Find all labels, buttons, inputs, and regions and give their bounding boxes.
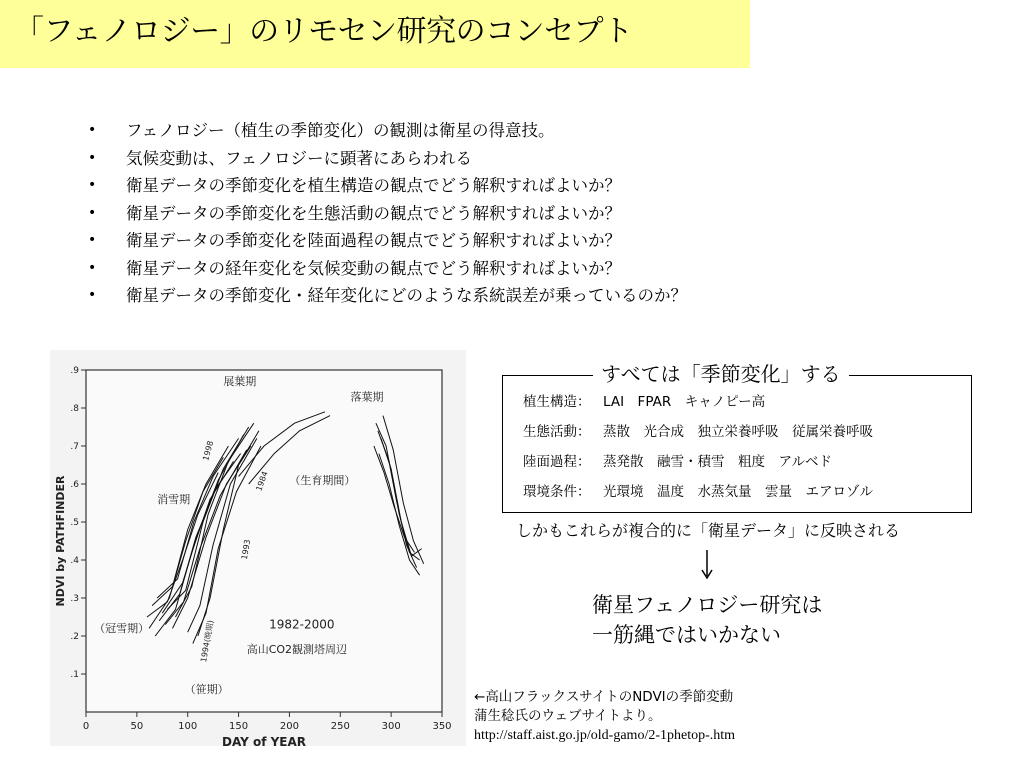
bullet-item	[88, 117, 687, 145]
bullet-marker: •	[88, 259, 97, 276]
box-row-label: 生態活動：	[523, 424, 591, 440]
annotation-snowmelt: 消雪期	[157, 493, 191, 506]
down-arrow-icon	[700, 550, 714, 580]
bullet-marker: •	[88, 122, 97, 138]
x-tick-label: 100	[178, 721, 198, 732]
box-title: すべては「季節変化」する	[593, 359, 849, 389]
annotation-period: 1982-2000	[269, 617, 335, 632]
bullet-list	[88, 117, 687, 310]
box-row-environment	[523, 482, 873, 502]
box-row-label: 陸面過程：	[523, 454, 591, 470]
box-row-vegetation-structure	[523, 392, 765, 412]
seasonal-change-box	[502, 362, 972, 513]
bullet-marker: •	[88, 232, 97, 248]
box-row-items: 光環境 温度 水蒸気量 雲量 エアロゾル	[603, 484, 873, 500]
x-tick-label: 50	[130, 721, 144, 732]
box-row-items: LAI FPAR キャノピー高	[603, 394, 766, 410]
composite-note: しかもこれらが複合的に「衛星データ」に反映される	[516, 521, 901, 540]
y-tick-label: .2	[70, 632, 79, 642]
bullet-text: フェノロジー（植生の季節変化）の観測は衛星の得意技。	[126, 121, 555, 140]
y-tick-label: .4	[70, 556, 79, 566]
bullet-marker: •	[88, 149, 97, 166]
y-axis-label: NDVI by PATHFINDER	[54, 475, 67, 607]
bullet-item	[88, 255, 687, 283]
slide-title: 「フェノロジー」のリモセン研究のコンセプト	[14, 14, 633, 49]
annotation-fall: 落葉期	[350, 390, 384, 404]
y-tick-label: .8	[70, 404, 79, 414]
bullet-text: 衛星データの経年変化を気候変動の観点でどう解釈すればよいか？	[126, 258, 621, 278]
box-row-items: 蒸散 光合成 独立栄養呼吸 従属栄養呼吸	[603, 424, 873, 440]
annotation-year-late: 1994(晩期)	[199, 619, 216, 663]
box-row-items: 蒸発散 融雪・積雪 粗度 アルベド	[603, 454, 832, 470]
ndvi-chart	[50, 350, 466, 746]
bullet-marker: •	[88, 177, 97, 193]
y-tick-label: .7	[70, 442, 79, 452]
source-url: http://staff.aist.go.jp/old-gamo/2-1phetop-.htm	[474, 728, 736, 743]
box-row-land-surface-process	[523, 452, 832, 472]
y-tick-label: .9	[70, 366, 79, 376]
x-tick-label: 150	[229, 721, 249, 732]
bullet-item	[88, 145, 687, 173]
bullet-item	[88, 200, 687, 228]
bullet-marker: •	[88, 287, 97, 303]
annotation-growing: （生育期間）	[289, 474, 356, 487]
x-tick-label: 200	[279, 721, 299, 732]
annotation-bamboo: （笹期）	[184, 683, 229, 696]
conclusion	[592, 590, 822, 650]
x-tick-label: 300	[381, 721, 401, 732]
box-row-label: 植生構造：	[523, 394, 591, 410]
annotation-expand: 展葉期	[223, 375, 257, 389]
source-line: 蒲生稔氏のウェブサイトより。	[474, 708, 662, 724]
plot-frame	[86, 370, 442, 712]
x-tick-label: 350	[432, 721, 452, 732]
y-tick-label: .6	[70, 480, 79, 490]
bullet-item	[88, 282, 687, 310]
bullet-text: 気候変動は、フェノロジーに顕著にあらわれる	[126, 148, 473, 168]
x-tick-label: 0	[82, 721, 90, 732]
bullet-text: 衛星データの季節変化を陸面過程の観点でどう解釈すればよいか？	[126, 231, 621, 250]
ndvi-chart-svg	[50, 350, 466, 746]
conclusion-line: 衛星フェノロジー研究は	[592, 593, 823, 617]
bullet-item	[88, 172, 687, 200]
box-row-label: 環境条件：	[523, 484, 591, 500]
conclusion-line: 一筋縄ではいかない	[592, 623, 781, 647]
y-tick-label: .1	[70, 670, 79, 680]
bullet-item	[88, 227, 687, 255]
source-line: ←高山フラックスサイトのNDVIの季節変動	[474, 689, 734, 705]
bullet-marker: •	[88, 204, 97, 221]
annotation-year-1984: 1984	[254, 470, 270, 493]
bullet-text: 衛星データの季節変化を植生構造の観点でどう解釈すればよいか？	[126, 176, 621, 195]
y-tick-label: .5	[70, 518, 79, 528]
annotation-year-1998: 1998	[201, 439, 216, 462]
box-row-ecological-activity	[523, 422, 873, 442]
x-tick-label: 250	[330, 721, 350, 732]
bullet-text: 衛星データの季節変化・経年変化にどのような系統誤差が乗っているのか？	[126, 286, 687, 305]
annotation-site: 高山CO2観測塔周辺	[246, 643, 348, 657]
title-bar	[0, 0, 750, 68]
annotation-snowcover: （冠雪期）	[94, 622, 150, 636]
x-axis-label: DAY of YEAR	[221, 735, 307, 746]
bullet-text: 衛星データの季節変化を生態活動の観点でどう解釈すればよいか？	[126, 203, 621, 223]
source-caption	[474, 688, 735, 745]
annotation-year-1993: 1993	[239, 538, 253, 561]
y-tick-label: .3	[70, 594, 79, 604]
